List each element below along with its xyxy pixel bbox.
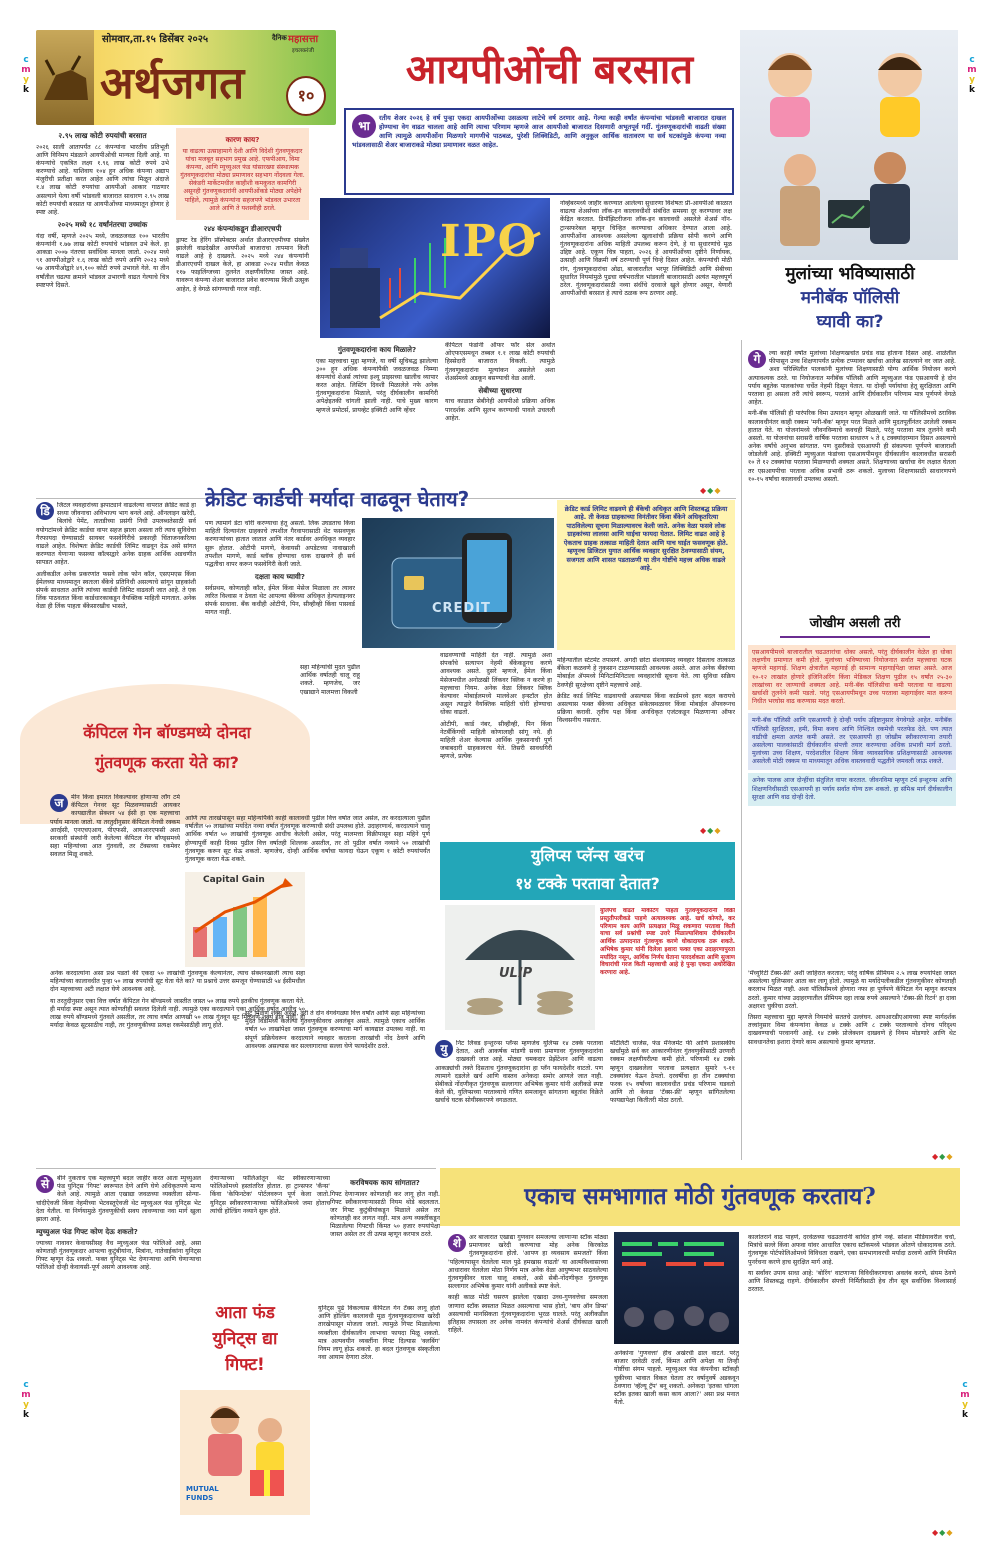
- ulip-dropcap: यु: [435, 1040, 453, 1058]
- mutual-funds-label: MUTUAL FUNDS: [186, 1485, 219, 1502]
- ipo-s3-title: कारण काय?: [225, 135, 260, 144]
- ulip-photo: [445, 905, 595, 1030]
- ulip-photo-label: ULIP: [499, 966, 533, 981]
- moneyback-title-line-3: घ्यावी का?: [816, 312, 884, 332]
- credit-p3: पण त्यामागे डेटा चोरी करण्याचा हेतू असतो. लिंक उघडताच किंवा माहिती दिल्यानंतर ग्राहकाचे तपशील गैरवापरासाठी थेट फसवणूक करणाऱ्यांच्या हातात जातात आणि नंतर कार्डवर अनधिकृत व्यवहार सुरू होतात. ओटीपी मागणे, केवायसी अपडेटच्या नावाखाली तपशील मागणे, कार्ड ब्लॉक होण्याचा धाक दाखवणे ही सर्व पद्धतीचा वापर करून फसवेगिरी केली जाते.: [205, 520, 355, 568]
- capital-p4: आणि त्या तारखेपासून सहा महिन्यांपैकी काही कालावधी पुढील वित्त वर्षात जात असेल, तर करदात्याला पुढील वर्षातील ५० लाखांच्या मर्यादेत नव्या वर्षात गुंतवणूक करण्याची संधी उपलब्ध होते. उदाहरणार्थ, करदात्याने चालू आर्थिक वर्षात ५० लाखांची गुंतवणूक आधीच केलेली असेल, परंतु मालमत्ता विक्रीपासून सहा महिने पूर्ण होण्यापूर्वी काही दिवस पुढील वित्त वर्षातही शिल्लक असतील, तर तो पुढील वर्षात नव्याने ५० लाखांची गुंतवणूक करून सूट घेऊ शकतो. म्हणजेच, दोन्ही आर्थिक वर्षांचा फायदा घेऊन एकूण १ कोटी रुपयांपर्यंत गुंतवणूक करता येऊ शकते.: [185, 815, 430, 863]
- moneyback-p1: ल्या काही वर्षांत मुलांच्या शिक्षणखर्चात प्रचंड वाढ होताना दिसत आहे. शाळेतील फीपासून उच्च शिक्षणापर्यंत प्रत्येक टप्प्यावर खर्चाचा आलेख सातत्याने वर जात आहे. अशा परिस्थितीत पालकांनी मुलांच्या शिक्षणासाठी योग्य आर्थिक नियोजन करणे अत्यावश्यक ठरते. या नियोजनात मनीबॅक पॉलिसी आणि म्युच्युअल फंड एसआयपी हे दोन पर्याय बहुतेक पालकांच्या चर्चेत नेहमी दिसून येतात. या दोन्ही पर्यायांचा हेतू सुरक्षितता आणि परतावा हा असला तरी त्यांचे स्वरूप, परतावे आणि दीर्घकालीन परिणाम मात्र पूर्णपणे वेगळे आहेत.: [748, 350, 956, 407]
- risk-p3: अनेक पालक आज दोन्हींचा संतुलित वापर करतात. जीवनविमा म्हणून टर्म इन्शुरन्स आणि शिक्षणनिधीसाठी एसआयपी हा पर्याय सर्वात योग्य ठरू शकतो. हा संमिश्र मार्ग दीर्घकालीन सुरक्षा आणि वाढ दोन्ही देतो.: [748, 773, 956, 806]
- moneyback-title-line-1: मुलांच्या भविष्यासाठी: [785, 264, 915, 284]
- masthead-photo: [36, 30, 94, 125]
- balanced-title: एकाच समभागात मोठी गुंतवणूक करताय?: [524, 1183, 876, 1210]
- balanced-column-2: [614, 1350, 739, 1535]
- credit-p7: महिन्यातील स्टेटमेंट तपासणे. अगदी छोटा संशयास्पद व्यवहार दिसताच तात्काळ बँकेला कळवणे हे नुकसान टाळण्यासाठी आवश्यक असते. आज अनेक बँकांच्या मोबाईल ॲपमध्ये मिनिटामिनिटाला व्यवहारांची सूचना येते. त्या सुविधा सक्रिय ठेवणेही सुरक्षेच्या दृष्टीने महत्त्वाचे आहे.: [557, 657, 735, 689]
- ipo-column-1: [36, 128, 169, 493]
- balanced-end-dots: ◆◆◆: [932, 1528, 954, 1537]
- ulip-p2: मॉर्टेलिटी चार्जेस, फंड मॅनेजमेंट फी आणि प्रशासकीय खर्चांमुळे सर्व कर आकारणीनंतर गुंतवणुकीसाठी उरणारी रक्कम लक्षणीयरीत्या कमी होते. परिणामी १४ टक्के म्हणून दाखवलेला परतावा प्रत्यक्षात सुमारे ९-११ टक्क्यांवर येऊन ठेपतो. दरवर्षीचा हा तीन टक्क्यांचा फरक १५ वर्षांच्या कालावधीत प्रचंड परिणाम घडवतो आणि तो केवळ 'टॅक्स-फ्री' म्हणून सांगितलेल्या फायद्यापेक्षा कितीतरी मोठा ठरतो.: [610, 1040, 735, 1105]
- gift-column-3: [330, 1175, 440, 1300]
- divider-2: [36, 1168, 436, 1169]
- credit-card-icon: [362, 518, 554, 648]
- balanced-column-3: [748, 1234, 956, 1534]
- capital-p2: अनेक करदात्यांना असा प्रश्न पडतो की एकदा ५० लाखांची गुंतवणूक केल्यानंतर, त्याच सेक्शनखाली त्याच सहा महिन्यांच्या कालावधीत पुन्हा ५० लाख रुपयांची सूट घेता येते का? या प्रश्नाचे उत्तर समजून घेण्यासाठी ५४ ईसीमधील दोन महत्त्वाच्या अटी लक्षात घेणे आवश्यक आहे.: [50, 970, 305, 994]
- ipo-end-dots: ◆◆◆: [700, 486, 722, 495]
- capital-column-2: [300, 664, 360, 764]
- moneyback-p2: मनी-बॅक पॉलिसी ही पारंपरिक विमा उत्पादन म्हणून ओळखली जाते. या पॉलिसीमध्ये ठराविक कालावधीनंतर काही रक्कम 'मनी-बॅक' म्हणून परत मिळते आणि मुदतपूर्तीनंतर उरलेली रक्कम हातात येते. या योजनांमध्ये जीवनविम्याचे कवचही मिळते, परंतु परतावा मात्र तुलनेने कमी असतो. या योजनांचा सरासरी वार्षिक परतावा साधारण ५ ते ६ टक्क्यांदरम्यान दिसत असल्याचे अनेक वर्षांचे अनुभव सांगतात. पण दुसरीकडे एसआयपी ही संकल्पना पूर्णपणे बाजाराशी जोडलेली आहे. इक्विटी म्युच्युअल फंडांच्या एसआयपीमधून दीर्घकालीन कालावधीत सरासरी १० ते १२ टक्क्यांचा परतावा मिळण्याची शक्यता असते. शिक्षणाच्या खर्चाचा वेग लक्षात घेतला तर एसआयपीचा परतावा अधिक प्रभावी ठरू शकतो. मुलाच्या शिक्षणासाठी साधारणपणे १०-१५ वर्षांचा कालावधी उपलब्ध असतो.: [748, 410, 956, 483]
- ipo-intro: [344, 108, 734, 195]
- balanced-p1: अर बाजारात एखाद्या गुणवान समजल्या जाणाऱ्या स्टॉक मोठ्या प्रमाणावर खरेदी करण्याचा मोह अनेक किरकोळ गुंतवणूकदारांना होतो. 'आपण हा व्यवसाय समजतो' किंवा 'पहिल्यापासून घेतलेला माल पुढे हमखास वाढतो' या आत्मविश्वासाच्या आधारावर घेतलेला मोठा निर्णय मात्र अनेक वेळा आयुष्यभर साठवलेल्या गुंतवणुकीवर घाला घालू शकतो, असे सेबी-नोंदणीकृत गुंतवणूक सल्लागार अभिषेक कुमार यांनी अलीकडे स्पष्ट केले.: [448, 1234, 608, 1291]
- cmyk-mark-bottom-left: c m y k: [21, 1380, 31, 1420]
- ipo-s2-text: यंदा वर्षी, म्हणजे २०२५ मध्ये, जवळजवळ १०० भारतीय कंपन्यांनी १.७७ लाख कोटी रुपयांचे भांडवल उभे केले. हा आकडा २००७ नंतरचा सर्वाधिक मानला जातो. २०२४ मध्ये ९१ आयपीओद्वारे १.६ लाख कोटी रुपये आणि २०२३ मध्ये ५७ आयपीओद्वारे ४९,१०० कोटी रुपये उभारले गेले. या तीन वर्षांतील चढत्या क्रमाने भांडवल उभारणी वाढत गेल्याचे चित्र स्पष्टपणे दिसते.: [36, 232, 169, 289]
- ipo-s8-text: नोव्हेंबरमध्ये जाहीर करण्यात आलेल्या सुधारणा विशेषतः प्री-आयपीओ काळात वाढत्या शेअर्सच्या लॉक-इन कालावधीशी संबंधित समस्या दूर करण्यावर लक्ष केंद्रित करतात. डिपॉझिटरीजना लॉक-इन कालावधी असलेले शेअर्स नॉन-ट्रान्सफरेबल म्हणून चिन्हित करण्याचा अधिकार देण्यात आला आहे. आयपीओंना आवश्यक असलेल्या खुलाशांची प्रक्रिया सोपी करणे आणि गुंतवणूकदारांना अधिक माहिती उपलब्ध करून देणे, हे या सुधारणांचे मूळ उद्दिष्ट आहे. एकूण चित्र पाहता, २०२६ हे आयपीओंच्या दृष्टीने निर्णायक, उत्साही आणि विक्रमी वर्ष ठरण्याची पूर्ण चिन्हे दिसत आहेत. कंपन्यांची मोठी रांग, गुंतवणूकदारांचा ओढा, बाजारातील भरपूर लिक्विडिटी आणि सेबीच्या सुधारित नियमांमुळे पुढचा वर्षभरातील भांडवली बाजारासाठी अत्यंत महत्त्वपूर्ण ठरेल. गुंतवणूकदारांसाठी नव्या संधींचे दरवाजे खुले होणार असून, येणारी आयपीओंची बरसात हे त्याचे ठळक रूप ठरणार आहे.: [560, 200, 732, 298]
- risk-p2: मनी-बॅक पॉलिसी आणि एसआयपी हे दोन्ही पर्याय उद्दिष्टानुसार वेगवेगळे आहेत. मनीबॅक पॉलिसी सुरक्षितता, हमी, विमा कवच आणि निश्चित रकमेची परतफेड देते. पण त्यात वाढीची क्षमता अत्यंत कमी असते. तर एसआयपी हा जोखीम स्वीकारणाऱ्या तयारी असलेल्या पालकांसाठी दीर्घकालीन संपत्ती तयार करण्याचा अधिक प्रभावी मार्ग ठरतो. मुलांच्या उच्च शिक्षण, परदेशातील शिक्षण किंवा व्यावसायिक प्रशिक्षणासाठी आवश्यक असलेली मोठी रक्कम या माध्यमातून अधिक वास्तववादी पद्धतीने जमवली जाऊ शकते.: [748, 713, 956, 770]
- ipo-s7-title: सेबीच्या सुधारणा: [478, 385, 522, 395]
- ipo-column-3: [316, 342, 438, 492]
- ulip-title-line-2: १४ टक्के परतावा देतात?: [515, 874, 660, 893]
- gift-h2: करविषयक काय सांगतात?: [350, 1178, 420, 1187]
- ipo-intro-text: रतीय शेअर २०२६ हे वर्ष पुन्हा एकदा आयपीओंच्या उसळत्या लाटेचे वर्ष ठरणार आहे. गेल्या काही वर्षांत कंपन्यांचा भांडवली बाजारात दाखल होण्याचा वेग वाढत चालला आहे आणि त्याचा परिणाम म्हणजे आज आयपीओ बाजारात दिसणारी अभूतपूर्व गर्दी. गुंतवणूकदारांची वाढती संख्या आणि त्यामुळे आयपीओंना मिळणारे मागणीचे पाठबळ, पुरेशी लिक्विडिटी, आणि अनुकूल आर्थिक वातावरण या सर्व घटकांमुळे कंपन्या नव्या भांडवलासाठी शेअर बाजाराकडे मोठ्या प्रमाणावर वळत आहेत.: [352, 114, 726, 149]
- gift-p4: गिफ्ट देणाऱ्यावर कोणताही कर लागू होत नाही. गिफ्ट स्वीकारणाऱ्यासाठी नियम थोडे बदलतात. जर गिफ्ट कुटुंबीयांकडून मिळाले असेल तर कोणताही कर लागत नाही. मात्र अन्य व्यक्तींकडून मिळालेल्या गिफ्टची किंमत ५० हजार रुपयांपेक्षा जास्त असेल तर ती उत्पन्न म्हणून करपात्र ठरते.: [330, 1190, 440, 1239]
- credit-photo: [362, 518, 554, 648]
- gift-p3: देणाऱ्याच्या फोलिओतून थेट स्वीकारणाऱ्याच्या फोलिओमध्ये हस्तांतरित होतात. हा ट्रान्सफर 'कॅन्स' किंवा 'केफिनटेक' पोर्टलवरून पूर्ण केला जातो. युनिट्स स्वीकारणाऱ्याच्या फोलिओमध्ये जमा होताच त्यांची होल्डिंग नव्याने सुरू होते.: [210, 1175, 330, 1215]
- ipo-s4-text: ड्राफ्ट रेड हेरिंग प्रॉस्पेक्टस अर्थात डीआरएचपीच्या संख्येत झालेली वाढदेखील आयपीओ बाजाराचा तापमान किती वाढले आहे हे दाखवते. २०२५ मध्ये २४४ कंपन्यांनी डीआरएचपी दाखल केले, हा आकडा २०२४ मधील केवळ ११७ फाइलिंग्जच्या तुलनेत लक्षणीयरित्या जास्त आहे. यावरून कंपन्या शेअर बाजारात प्रवेश करण्यास किती उत्सुक आहेत, हे वेगळे सांगण्याची गरज नाही.: [176, 236, 309, 293]
- gift-h1: म्युच्युअल फंड गिफ्ट कोण देऊ शकतो?: [36, 1227, 138, 1237]
- ulip-p4: तिसरा महत्त्वाचा मुद्दा म्हणजे नियमांचे सततचे उल्लंघन. आयआरडीएआयच्या स्पष्ट मार्गदर्शक तत्त्वांनुसार विमा कंपन्यांना केवळ ४ टक्के आणि ८ टक्के परताव्याचे दोनच परिदृश्य दाखवण्याची परवानगी आहे. १४ टक्के प्रोजेक्शन दाखवणे हे नियम मोडणारे आणि थेट सावधानतेचा इशारा देणारे काम असल्याचे कुमार म्हणतात.: [748, 1013, 956, 1046]
- ipo-s6-text: कॅपिटल फंडांनी ऑफर फॉर सेल अर्थात ओएफएसमधून तब्बल १.१ लाख कोटी रुपयांची हिस्सेदारी बाजारात विकली. त्यामुळे गुंतवणूकदारांना मूल्यांकन असलेले अशा शेअर्समध्ये अडकून बसण्याची वेळ आली.: [445, 342, 555, 382]
- credit-column-4: [557, 657, 735, 837]
- ulip-column-1: [435, 1040, 603, 1160]
- bull-icon: [36, 30, 94, 125]
- capital-title-line-1: कॅपिटल गेन बॉण्डमध्ये दोनदा: [83, 723, 251, 742]
- capital-p3: या तरतुदीनुसार एका वित्त वर्षात कॅपिटल गेन बॉण्डमध्ये जास्तीत जास्त ५० लाख रुपये इतकीच गुंतवणूक करता येते. ही मर्यादा स्पष्ट असून त्यात कोणतीही सवलत दिलेली नाही. त्यामुळे एका करदात्याने एका आर्थिक वर्षात आधीच ५० लाख रुपये बॉण्डमध्ये गुंतवले असतील, तर त्याच वर्षात आणखी ५० लाख गुंतवून सूट मिळवणे शक्य होत नाही. ही मर्यादा केवळ सूटसाठीच नाही, तर गुंतवणुकीच्या प्रत्यक्ष रकमेसाठीही लागू होते.: [50, 997, 305, 1030]
- capital-p6: सूट मिळणे शक्य असते, तरी ते दोन वेगवेगळ्या वित्त वर्षांत आणि सहा महिन्यांच्या मुदत विंडोमध्ये केलेल्या गुंतवणुकीवरच अवलंबून असते. त्यामुळे एकाच आर्थिक वर्षात ५० लाखांपेक्षा जास्त गुंतवणूक करण्याचा मार्ग कायद्यात उपलब्ध नाही. या संपूर्ण प्रक्रियेवरून करदात्याने व्यवहार करताना तारखांची नोंद ठेवणे आणि आवश्यक असल्यास कर सल्लागाराचा सल्ला घेणे फायदेशीर ठरते.: [245, 1010, 425, 1050]
- gift-title-line-1: आता फंड: [215, 1303, 275, 1323]
- ipo-photo-label: IPO: [440, 216, 538, 267]
- gift-title-line-3: गिफ्ट!: [225, 1355, 265, 1375]
- ipo-photo: [320, 198, 550, 338]
- capital-p1: मीन किंवा इमारत विकल्यावर होणाऱ्या लाँग टर्म कॅपिटल गेनवर सूट मिळवण्यासाठी आयकर कायद्यातील सेक्शन ५४ ईसी हा एक महत्त्वाचा पर्याय मानला जातो. या तरतुदीनुसार कॅपिटल गेनची रक्कम आरईसी, एनएचएआय, पीएफसी, आयआरएफसी अशा सरकारी संस्थांनी जारी केलेल्या कॅपिटल गेन बॉण्ड्समध्ये सहा महिन्यांच्या आत गुंतवली, तर टॅक्सच्या रकमेवर सवलत मिळू शकते.: [50, 794, 180, 859]
- page-number: १०: [286, 76, 326, 116]
- credit-p5: वाढवण्याची माहिती देत नाही. त्यामुळे अशा संपर्कांचे सत्यापन नेहमी बँकेकडूनच करणे आवश्यक असते. दुसरे म्हणजे, ईमेल किंवा मेसेजमधील अनोळखी लिंकवर क्लिक न करणे हा महत्त्वाचा नियम. अनेक वेळा लिंकवर क्लिक केल्यावर मोबाईलमध्ये मालवेअर इन्स्टॉल होत असून त्याद्वारे वैयक्तिक माहिती चोरी होण्याचा धोका वाढतो.: [440, 652, 552, 717]
- cmyk-mark-bottom-right: c m y k: [960, 1380, 970, 1420]
- credit-p2: अलीकडील अनेक प्रकरणांत फसवे लोक फोन कॉल, एसएमएस किंवा ईमेलच्या माध्यमातून स्वतःला बँकेचे प्रतिनिधी असल्याचे सांगून ग्राहकांशी संपर्क साधतात आणि त्यांच्या कार्डची लिमिट वाढवली जात आहे. ते एक लिंक पाठवतात किंवा कार्डधारकाकडून वैयक्तिक माहिती मागतात. अनेक वेळा ही लिंक पाहता बँकेसारखीच भासते,: [36, 570, 196, 611]
- stock-exchange-photo: [614, 1232, 739, 1344]
- credit-dropcap: डि: [36, 502, 54, 520]
- ipo-intro-dropcap: भा: [352, 114, 376, 138]
- ipo-column-4: [445, 342, 555, 492]
- gift-title-line-2: युनिट्स द्या: [212, 1329, 278, 1349]
- credit-photo-label: CREDIT: [432, 601, 491, 616]
- ulip-title-line-1: युलिप्स प्लॅन्स खरंच: [530, 846, 645, 865]
- capital-title: [36, 718, 298, 786]
- credit-box-text: क्रेडिट कार्ड लिमिट वाढवणे ही बँकेची अधिकृत आणि शिस्तबद्ध प्रक्रिया आहे. ती केवळ ग्राहकाच्या विनंतीवर किंवा बँकेने अधिकृतरित्या पाठविलेल्या सूचना मिळाल्यावरच केली जाते. अनेक वेळा फसवे लोक ग्राहकांच्या लालसा आणि घाईचा फायदा घेतात. लिमिट वाढत आहे हे ऐकताच ग्राहक तत्काळ माहिती देतात आणि याच घाईत फसवणूक होते. म्हणूनच डिजिटल युगात आर्थिक व्यवहार सुरक्षित ठेवण्यासाठी संयम, सजगता आणि शासत पडताळणी या तीन गोष्टींचे महत्त्व अधिक वाढले आहे.: [563, 505, 729, 573]
- masthead-edition: इचलकरंजी: [292, 48, 314, 54]
- ipo-s1-text: २०२६ साली आतापर्यंत ८८ कंपन्यांना भारतीय प्रतिभूती आणि विनिमय मंडळाने आयपीओची मान्यता दिली आहे. या कंपन्यांचे एकत्रित लक्ष्य १.९६ लाख कोटी रुपये उभे करण्याचे आहे. याशिवाय १०४ हून अधिक कंपन्या अद्याप मंजुरीची प्रतीक्षा करत आहेत आणि त्यांचा मिळून अंदाजे १.४ लाख कोटी रुपयांचा आयपीओ आकार गाठणार असल्याने येत्या वर्षी भांडवली बाजारात साधारण २.९५ लाख कोटी रुपयांची बरसात या आयपीओंच्या माध्यमातून होणार हे स्पष्ट आहे.: [36, 143, 169, 216]
- gift-dropcap: से: [36, 1175, 54, 1193]
- masthead-paper-prefix: दैनिक: [272, 34, 287, 42]
- credit-h1: दक्षता काय घ्यावी?: [255, 572, 305, 582]
- moneyback-title: [745, 262, 955, 340]
- family-illustration: [740, 30, 958, 260]
- ipo-column-2: [176, 128, 309, 493]
- balanced-p3: अनेकांना 'गुणवत्ता' हीच अखेरची ढाल वाटते. परंतु बाजार दरवेळी दर्जा, किंमत आणि अपेक्षा या तिन्ही गोष्टींचा संगम पाहतो. म्युच्युअल फंड कंपनीचा स्टॉकही चुकीच्या भावात विकत घेतला तर वर्षानुवर्षे अडकवून ठेवणारा 'व्हॅल्यू ट्रॅप' बनू शकतो. अनेकदा 'इतका चांगला स्टॉक इतका खाली कसा काय आला?' असा प्रश्न मनात येतो.: [614, 1350, 739, 1407]
- ulip-column-3: [748, 970, 956, 1160]
- balanced-title-banner: [440, 1168, 960, 1226]
- credit-p4: सर्वप्रथम, कोणताही कॉल, ईमेल किंवा मेसेज मिळाला तर त्यावर त्वरित विश्वास न ठेवता थेट आपल्या बँकेच्या अधिकृत हेल्पलाइनवर संपर्क साधावा. बँक कधीही ओटीपी, पिन, सीव्हीव्ही किंवा पासवर्ड मागत नाही.: [205, 584, 355, 617]
- family-photo: [740, 30, 958, 260]
- masthead: [36, 30, 336, 125]
- balanced-p2: काही काळ मोठी घसरण झालेला एखादा उच्च-गुणवत्तेचा समजला जाणारा स्टॉक स्वस्तात मिळत असल्याचा भास होतो, 'बाय ऑन डिप्स' असल्याची मानसिकता गुंतवणूकदारांना भुरळ घालते. परंतु अलीकडील इतिहास तपासला तर अनेक नामवंत कंपन्यांचे शेअर्स दीर्घकाळ खाली राहिले.: [448, 1294, 608, 1335]
- right-column-divider: [741, 340, 742, 1160]
- balanced-p5: या सर्वांवर उपाय साधा आहे: 'बोरिंग' वाटणाऱ्या विविधीकरणाचा अवलंब करणे, संयम ठेवणे आणि शिस्तबद्ध राहणे. दीर्घकालीन संपत्ती निर्मितीसाठी हेच तीन सूत्र सर्वाधिक विश्वासार्ह ठरतात.: [748, 1269, 956, 1294]
- ipo-s3-text: या वाढत्या उत्साहामागे देशी आणि विदेशी गुंतवणूकदार यांचा मजबूत सहभाग प्रमुख आहे. एफपीआय, विमा कंपन्या, आणि म्युच्युअल फंड यांसारख्या संस्थात्मक गुंतवणूकदारांचा मोठ्या प्रमाणावर सहभाग नोंदवला गेला. सेकंडरी मार्केटमधील काहीशी कमकुवत कामगिरी असूनही गुंतवणूकदारांनी आयपीओंकडे मोठ्या अपेक्षेने पाहिले, त्यामुळे कंपन्यांना सहजपणे भांडवल उभारता आले आणि ते यशस्वीही ठरले.: [180, 147, 305, 212]
- risk-title: जोखीम असली तरी: [780, 612, 930, 638]
- masthead-paper: महासत्ता: [288, 34, 319, 45]
- stock-board-icon: [614, 1232, 739, 1344]
- moneyback-title-line-2: मनीबॅक पॉलिसी: [800, 288, 900, 308]
- ipo-s2-title: २०२५ मध्ये १८ वर्षांनंतरचा उच्चांक: [57, 220, 148, 230]
- ipo-s5-text: एका महत्त्वाचा मुद्दा म्हणजे, या वर्षी सूचिबद्ध झालेल्या ३०० हून अधिक कंपन्यांपैकी जवळजवळ निम्म्या कंपन्यांचे शेअर्स त्यांच्या इश्यू प्राइसच्या खालीच व्यापार करत आहेत. लिस्टिंग दिवशी मिळालेले नफे अनेक गुंतवणूकदारांना मिळाले, परंतु दीर्घकालीन कामगिरी अपेक्षेइतकी चांगली झाली नाही. याचे मुख्य कारण म्हणजे प्रमोटर्स, प्रायव्हेट इक्विटी आणि व्हेंचर: [316, 357, 438, 414]
- capital-dropcap: ज: [50, 794, 68, 812]
- capital-p5: सहा महिन्यांची मुदत पुढील आर्थिक वर्षातही चालू राहू शकते. म्हणजेच, जर एखाद्याने मालमत्ता विकली: [300, 664, 360, 696]
- ipo-s4-title: २४४ कंपन्यांकडून डीआरएचपी: [203, 224, 282, 233]
- moneyback-body: [748, 350, 956, 600]
- masthead-date: सोमवार,ता.१५ डिसेंबर २०२५: [102, 34, 209, 45]
- capital-column-4: [245, 1010, 425, 1160]
- gift-column-4: [318, 1305, 440, 1530]
- moneyback-dropcap: गे: [748, 350, 766, 368]
- gift-photo: [180, 1390, 310, 1515]
- risk-body: [748, 645, 956, 965]
- credit-box: [557, 500, 735, 650]
- credit-title: क्रेडिट कार्डची मर्यादा वाढवून घेताय?: [205, 487, 470, 511]
- gift-p5: युनिट्स पुढे विकल्यास कॅपिटल गेन टॅक्स लागू होतो आणि होल्डिंग कालावधी मूळ गुंतवणूकदाराच्या खरेदी तारखेपासून मोजला जातो. त्यामुळे गिफ्ट मिळालेल्या व्यक्तीला दीर्घकालीन लाभाचा फायदा मिळू शकतो. मात्र अल्पवयीन व्यक्तींना गिफ्ट दिल्यास 'क्लबिंग' नियम लागू होऊ शकतो. हा बदल गुंतवणूक संस्कृतीला नवा आयाम देणारा ठरेल.: [318, 1305, 440, 1362]
- credit-p1: जिटल व्यवहारांच्या झपाट्याने वाढलेल्या वापरात क्रेडिट कार्ड हा सध्या जीवनाचा अविभाज्य भाग बनले आहे. ऑनलाइन खरेदी, बिलांचे पेमेंट, तातडीच्या प्रसंगी निधी उपलब्धतेसाठी सर्व वयोगटांमध्ये क्रेडिट कार्डचा वापर सहज झाला असला तरी त्याच सुविधेचा गैरफायदा घेण्यासाठी सायबर फसवेगिरीचे प्रकारही चिंताजनकरित्या वाढले आहेत. विशेषतः क्रेडिट कार्डची लिमिट वाढवून देऊ असे सांगत करण्यात येणाऱ्या फसव्या कॉल्सद्वारे अनेक ग्राहक आर्थिक अडचणीत सापडत आहेत.: [36, 502, 196, 567]
- cmyk-mark-top-right: c m y k: [967, 55, 977, 95]
- cmyk-mark-top-left: c m y k: [21, 55, 31, 95]
- ipo-s1-title: २.९५ लाख कोटी रुपयांची बरसात: [58, 131, 147, 140]
- credit-p6: ओटीपी, कार्ड नंबर, सीव्हीव्ही, पिन किंवा नेटबँकिंगची माहिती कोणालाही सांगू नये. ही माहिती शेअर केल्यास आर्थिक नुकसानाची पूर्ण जबाबदारी ग्राहकावरच येते. तिसरी सावधगिरी म्हणजे, प्रत्येक: [440, 720, 552, 761]
- balanced-p4: कालांतराने वाढ पाहणे, दरवेळच्या चढउतारांनी बाधित होणे नव्हे. सोशल मीडियावरील चर्चा, मित्रांचे सल्ले किंवा अफवा यांवर आधारित एकाच स्टॉकमध्ये भांडवल ओतणे धोकादायक ठरते. गुंतवणूक पोर्टफोलिओमध्ये विविधता राखणे, एका समभागावरची मर्यादा ठरवणे आणि नियमित पुनर्रचना करणे हाच सुरक्षित मार्ग आहे.: [748, 1234, 956, 1266]
- ulip-end-dots: ◆◆◆: [932, 1152, 954, 1161]
- credit-end-dots: ◆◆◆: [700, 826, 722, 835]
- ulip-lead-text: युलिपचे वाढते मार्केटिंग पाहता गुंतवणूकदारांनी विक्री प्रस्तुतीपलीकडे पाहणे अत्यावश्यक आहे. खर्च कोणते, कर परिणाम काय आणि प्रत्यक्षात मिळू शकणारा परतावा किती याचा सर्व प्रश्नांची स्पष्ट उत्तरे मिळाल्याशिवाय दीर्घकालीन आर्थिक उत्पादनात गुंतवणूक करणे धोकादायक ठरू शकते. अभिषेक कुमार यांनी दिलेला इशारा फक्त एका उदाहरणापुरता मर्यादित नसून, आर्थिक निर्णय घेताना पारदर्शकता आणि सुजाण विचारांची गरज किती महत्त्वाची आहे हे पुन्हा एकदा अधोरेखित करणारा आहे.: [600, 908, 735, 977]
- capital-gain-label: Capital Gain: [203, 875, 265, 885]
- capital-column-3: [185, 815, 430, 965]
- credit-column-3: [440, 652, 552, 817]
- gift-p2: ज्याच्या नावावर केवायसीसह वैध म्युच्युअल फंड फोलिओ आहे, असा कोणताही गुंतवणूकदार आपल्या कुटुंबीयांना, मित्रांना, नातेवाईकांना युनिट्स गिफ्ट म्हणून देऊ शकतो. फक्त युनिट्स भेट देणाऱ्याचा आणि घेणाऱ्याचा फोलिओ दोन्ही केवायसी-पूर्ण असणे आवश्यक आहे.: [36, 1239, 201, 1272]
- gift-column-2: [210, 1175, 330, 1300]
- ulip-p1: निट लिंक्ड इन्शुरन्स प्लॅन्स म्हणजेच युलिप्स १४ टक्के परतावा देतात, अशी आकर्षक मांडणी सध्या प्रमाणावर गुंतवणूकदारांना दाखवली जात आहे. मोठ्या चमकदार प्रेझेंटेशन आणि वाढत्या आकड्यांची तक्ते दिसताच गुंतवणूकदारांना हा प्लॅन फायदेशीर वाटतो. पण त्यामागे दडलेले खर्च आणि वास्तव अनेकदा समोर आणले जात नाही. सेबीकडे नोंदणीकृत गुंतवणूक सल्लागार अभिषेक कुमार यांनी अलीकडे स्पष्ट केले की, युलिप्सच्या परताव्याचे गणित समजावून सांगताना बहुतांश विक्रेते खर्चाचे घटक सोयीस्करपणे वगळतात.: [435, 1040, 603, 1105]
- ipo-column-5: [560, 200, 732, 490]
- ulip-column-2: [610, 1040, 735, 1160]
- ipo-s5-title: गुंतवणूकदारांना काय मिळाले?: [337, 345, 417, 354]
- ipo-s3-box: [176, 128, 309, 220]
- ulip-p3: 'मॅच्युरिटी टॅक्स-फ्री' अशी जाहिरात करतात; परंतु वार्षिक प्रीमियम २.५ लाख रुपयांपेक्षा जास्त असलेल्या युलिप्सवर आता कर लागू होतो. त्यामुळे या मर्यादेपलीकडील गुंतवणुकीवर कोणताही करलाभ मिळत नाही. अशा पॉलिसीमध्ये होणारा नफा हा पूर्णपणे कॅपिटल गेन म्हणून करपात्र ठरतो. कुमार यांच्या उदाहरणातील प्रीमियम दहा लाख रुपये असल्याने 'टॅक्स-फ्री रिटर्न' हा दावा अक्षरशः चुकीचा ठरतो.: [748, 970, 956, 1010]
- section-title: अर्थजगत: [100, 58, 245, 109]
- balanced-dropcap: शे: [448, 1234, 466, 1252]
- credit-p8: क्रेडिट कार्ड लिमिट वाढवायची असल्यास किंवा कार्डमध्ये इतर बदल करायचे असल्यास फक्त बँकेच्या अधिकृत संकेतस्थळावर किंवा मोबाईल ॲपवरूनच प्रक्रिया करावी. तृतीय पक्ष किंवा अनधिकृत एजंटकडून मिळणाऱ्या ऑफर विश्वसनीय नसतात.: [557, 692, 735, 725]
- ulip-title-banner: [440, 842, 735, 900]
- ipo-s7-text: याच काळात सेबीनेही आयपीओ प्रक्रिया अधिक पारदर्शक आणि सुलभ करण्याची पावले उचलली आहेत.: [445, 398, 555, 422]
- gift-p1: बीने नुकताच एक महत्त्वपूर्ण बदल जाहीर करत आता म्युच्युअल फंड युनिट्स 'गिफ्ट' स्वरूपात देणे आणि घेणे अधिकृतपणे मान्य केले आहे. त्यामुळे आता एखाद्या जवळच्या व्यक्तीला सोन्या-चांदीऐवजी किंवा नेहमीच्या भेटवस्तूऐवजी थेट म्युच्युअल फंड युनिट्स भेट देता येतील. या निर्णयामुळे गुंतवणुकीची सवय लावण्याचा नवा मार्ग खुला झाला आहे.: [36, 1175, 201, 1223]
- balanced-column-1: [448, 1234, 608, 1534]
- ipo-headline: आयपीओंची बरसात: [405, 46, 694, 93]
- gift-title: [175, 1300, 315, 1385]
- capital-title-line-2: गुंतवणूक करता येते का?: [95, 753, 239, 772]
- ulip-lead: [600, 908, 735, 1036]
- risk-p1: एसआयपीमध्ये बाजारातील चढउतारांचा धोका असतो, परंतु दीर्घकालीन वेळेत हा धोका लक्षणीय प्रमाणात कमी होतो. मुलांच्या भविष्याच्या नियोजनात सर्वात महत्त्वाचा घटक म्हणजे महागाई. शिक्षण क्षेत्रातील महागाई ही सामान्य महागाईपेक्षा जास्त असते. आज १०-१२ लाखांत होणारे इंजिनिअरिंग किंवा मेडिकल शिक्षण पुढील १५ वर्षांत २५-३० लाखांच्या वर जाण्याची शक्यता आहे. मनी-बॅक पॉलिसीचा कमी परतावा या वाढत्या खर्चाशी तुलनेने कमी पडतो. परंतु एसआयपीमधून उच्च परतावा महागाईवर मात करून निधीत भरघोस वाढ करण्यास मदत करतो.: [748, 645, 956, 710]
